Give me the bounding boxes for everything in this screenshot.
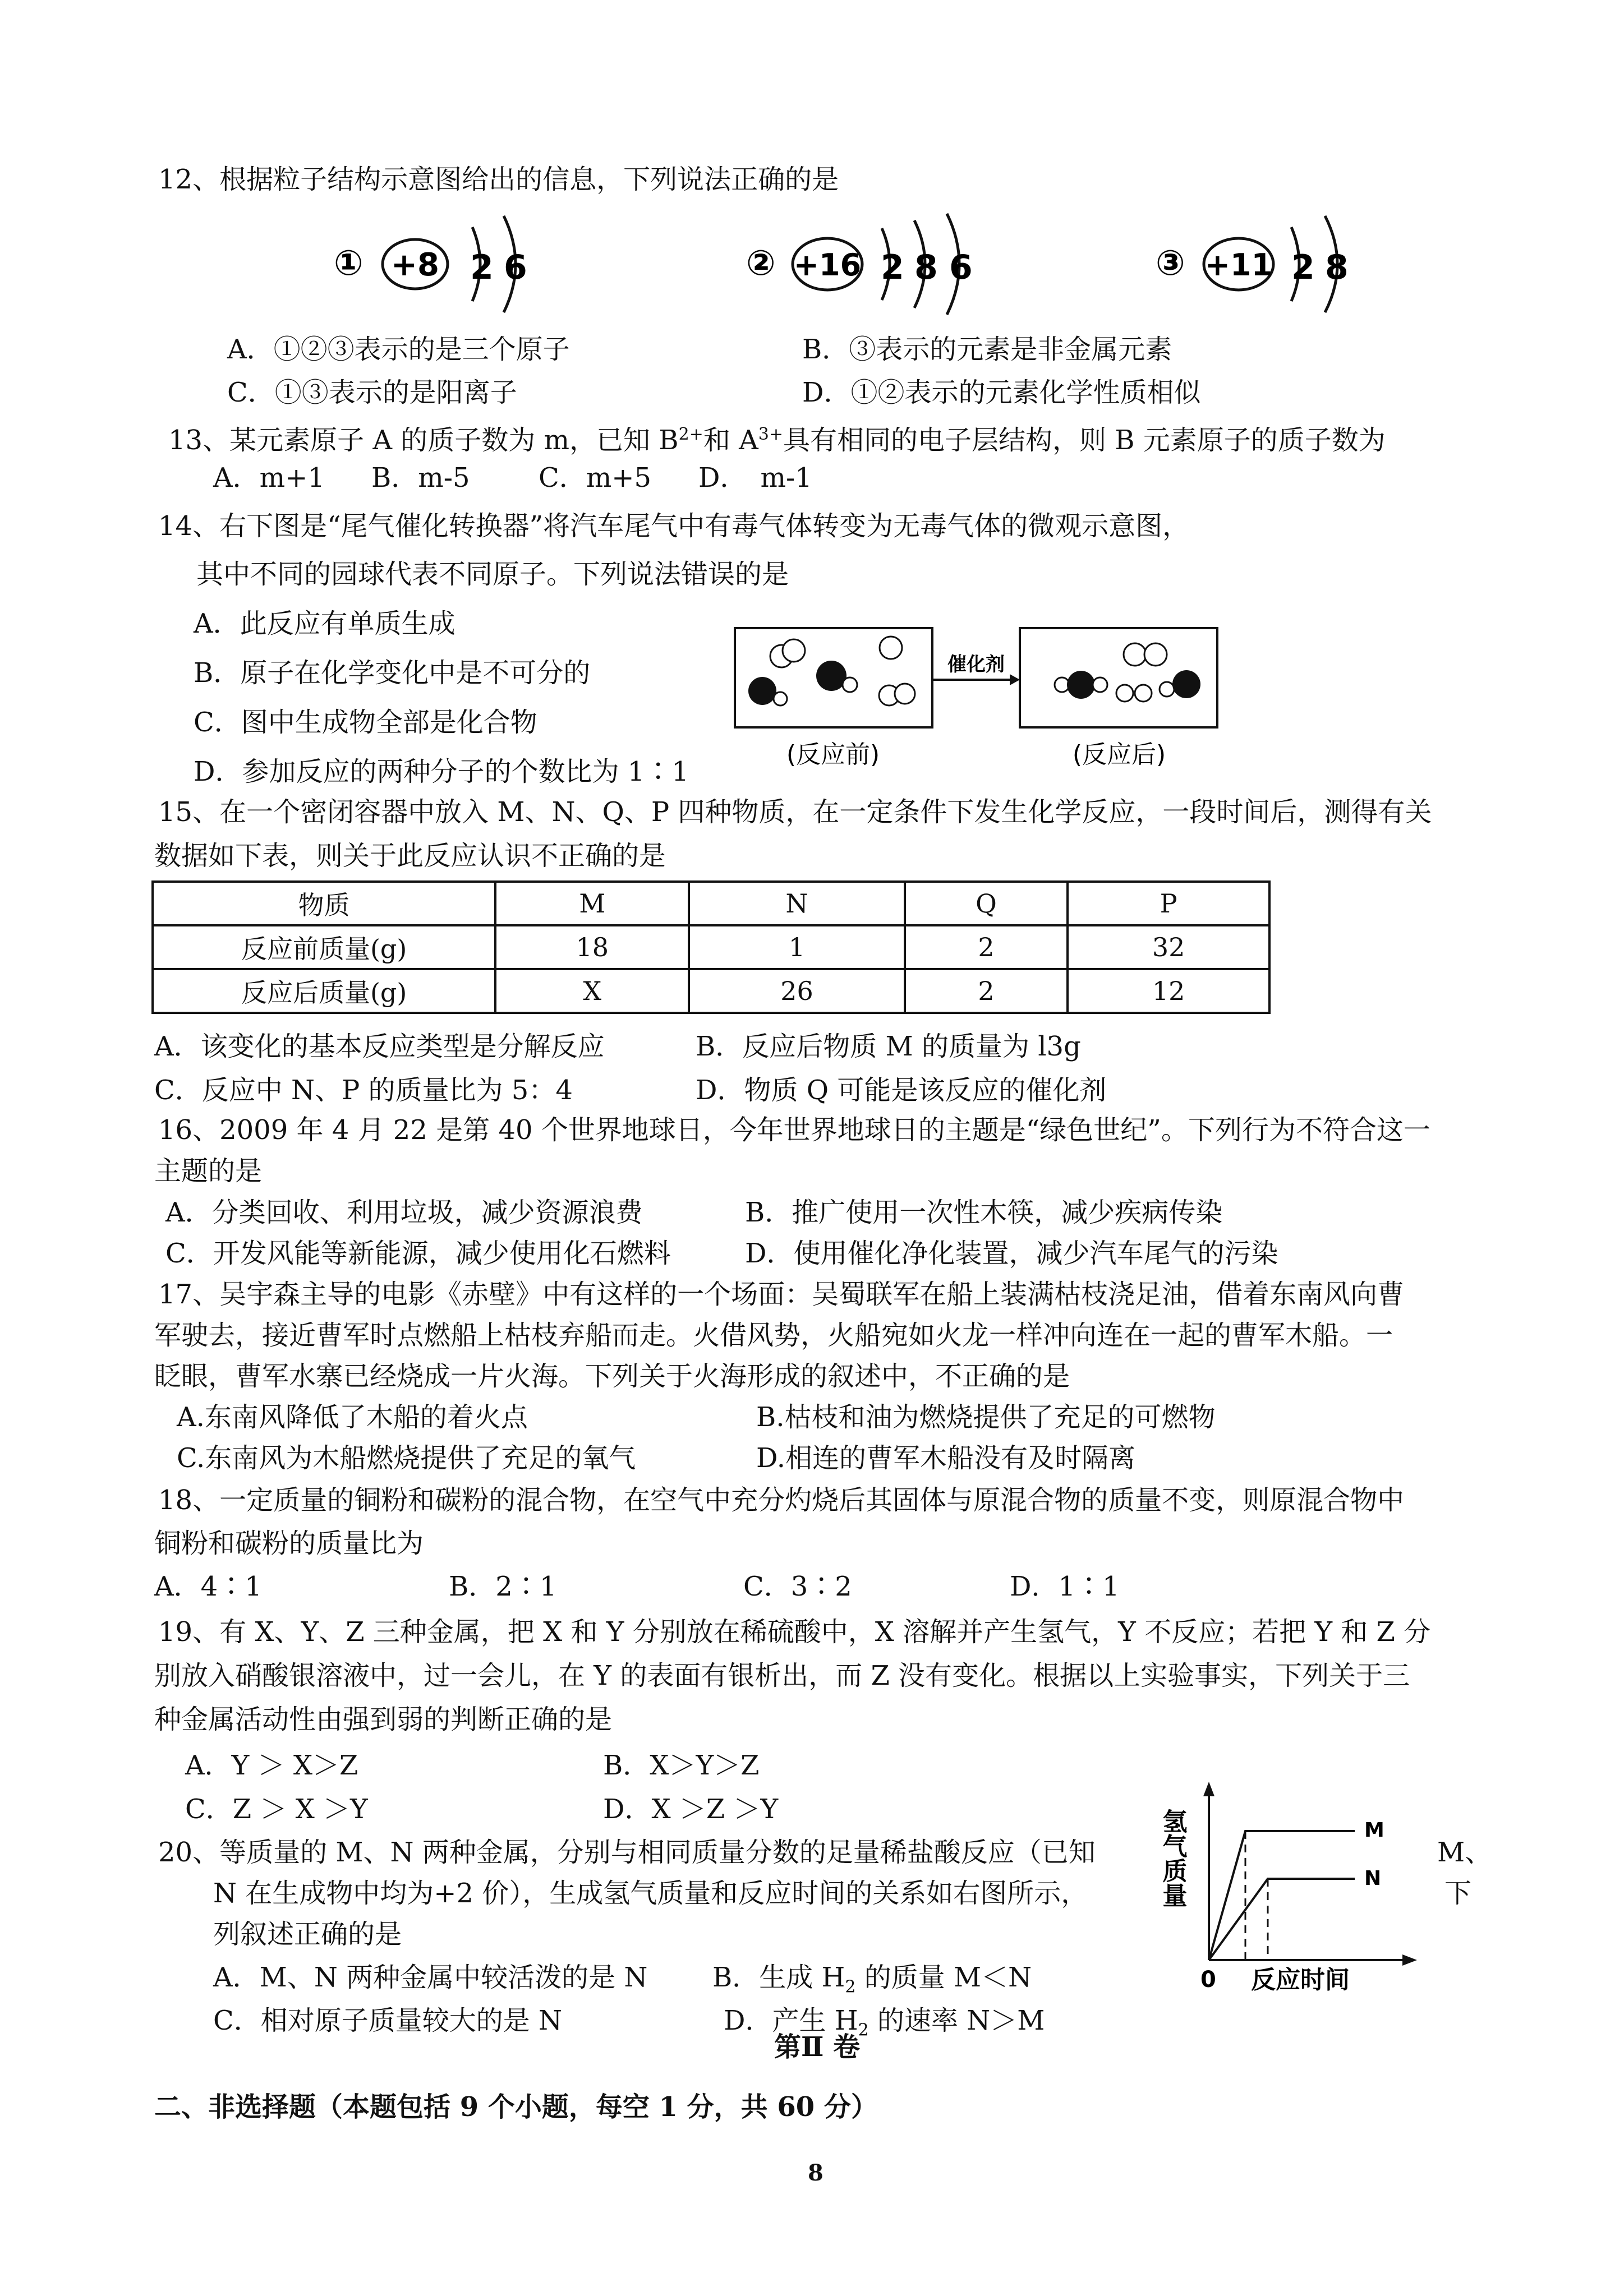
- q19-stem-line-3: 种金属活动性由强到弱的判断正确的是: [154, 1704, 613, 1735]
- q20-hydrogen-graph: [1156, 1775, 1425, 1999]
- table-row: [153, 925, 1269, 969]
- q12-option-c[interactable]: C．①③表示的是阳离子: [227, 377, 517, 408]
- y-axis-label: 氢气质量: [1158, 1809, 1187, 1907]
- series-m-label: M: [1364, 1819, 1384, 1842]
- q19-option-a[interactable]: A．Y ＞ X＞Z: [185, 1750, 358, 1781]
- q17-option-d[interactable]: D.相连的曹军木船没有及时隔离: [756, 1442, 1136, 1474]
- q19-option-c[interactable]: C．Z ＞ X ＞Y: [185, 1794, 368, 1825]
- page-number: 8: [808, 2160, 823, 2186]
- table-header: M: [495, 882, 689, 925]
- q12-option-b[interactable]: B．③表示的元素是非金属元素: [802, 334, 1172, 365]
- q18-option-d[interactable]: D．1∶1: [1010, 1571, 1120, 1602]
- table-header: Q: [905, 882, 1068, 925]
- table-row: [153, 882, 1269, 925]
- section-title: 第Ⅱ 卷: [774, 2031, 861, 2063]
- particle-3: [1156, 216, 1349, 312]
- particle-1-nucleus: +8: [391, 247, 439, 283]
- q13-option-a[interactable]: A．m+1: [213, 462, 325, 494]
- q15-stem-line-1: 15、在一个密闭容器中放入 M、N、Q、P 四种物质，在一定条件下发生化学反应，一段时间后，测得有关: [158, 796, 1432, 828]
- q15-option-d[interactable]: D．物质 Q 可能是该反应的催化剂: [696, 1075, 1107, 1106]
- q13-stem: 13、某元素原子 A 的质子数为 m，已知 $B^{2+}$和 $A^{3+}$具有相同的电子层结构，则 B 元素原子的质子数为: [168, 425, 1386, 456]
- particle-1: [334, 216, 527, 312]
- q14-stem-line-1: 14、右下图是“尾气催化转换器”将汽车尾气中有毒气体转变为无毒气体的微观示意图，: [158, 510, 1190, 542]
- particle-1-shell-1: 2: [470, 248, 494, 287]
- q13-option-c[interactable]: C．m+5: [539, 462, 652, 494]
- table-header: 物质: [153, 882, 495, 925]
- series-n-label: N: [1364, 1867, 1382, 1890]
- q16-option-c[interactable]: C．开发风能等新能源，减少使用化石燃料: [165, 1238, 671, 1269]
- table-cell: 18: [495, 925, 689, 969]
- origin-label: 0: [1200, 1967, 1216, 1993]
- q15-option-c[interactable]: C．反应中 N、P 的质量比为 5：4: [154, 1075, 573, 1106]
- q17-stem-line-3: 眨眼，曹军水寨已经烧成一片火海。下列关于火海形成的叙述中，不正确的是: [154, 1361, 1070, 1392]
- table-cell: 32: [1068, 925, 1269, 969]
- q14-reaction-diagram: [729, 623, 1234, 774]
- catalyst-label: 催化剂: [947, 653, 1005, 676]
- q18-option-c[interactable]: C．3∶2: [743, 1571, 852, 1602]
- particle-2-shell-2: 8: [914, 248, 938, 287]
- q20-stem-line-1-tail: M、: [1437, 1837, 1492, 1868]
- q12-option-d[interactable]: D．①②表示的元素化学性质相似: [802, 377, 1201, 408]
- q19-option-d[interactable]: D．X ＞Z ＞Y: [603, 1794, 779, 1825]
- particle-2-nucleus: +16: [793, 247, 862, 283]
- particle-3-nucleus: +11: [1204, 247, 1273, 283]
- particle-3-shell-2: 8: [1325, 248, 1349, 287]
- particle-2-shell-3: 6: [949, 248, 973, 287]
- q15-option-a[interactable]: A．该变化的基本反应类型是分解反应: [154, 1031, 605, 1062]
- q20-option-d[interactable]: D．产生 $H_2$ 的速率 N＞M: [724, 2005, 1045, 2040]
- q20-option-a[interactable]: A．M、N 两种金属中较活泼的是 N: [213, 1962, 648, 1993]
- particle-2-shell-1: 2: [881, 248, 904, 287]
- q12-particle-diagrams: [325, 210, 1391, 322]
- q20-stem-line-2: N 在生成物中均为+2 价），生成氢气质量和反应时间的关系如右图所示，: [213, 1878, 1088, 1909]
- q17-option-c[interactable]: C.东南风为木船燃烧提供了充足的氧气: [177, 1442, 636, 1474]
- q20-option-b[interactable]: B．生成 $H_2$ 的质量 M＜N: [712, 1962, 1032, 1997]
- q17-option-b[interactable]: B.枯枝和油为燃烧提供了充足的可燃物: [756, 1401, 1216, 1433]
- table-cell: 26: [689, 969, 904, 1013]
- q15-data-table: [151, 880, 1271, 1014]
- q15-option-b[interactable]: B．反应后物质 M 的质量为 l3g: [696, 1031, 1081, 1062]
- particle-1-marker: ①: [334, 242, 364, 283]
- q17-stem-line-2: 军驶去，接近曹军时点燃船上枯枝弃船而走。火借风势，火船宛如火龙一样冲向连在一起的曹军木船。一: [154, 1320, 1393, 1351]
- q17-stem-line-1: 17、吴宇森主导的电影《赤壁》中有这样的一个场面：吴蜀联军在船上装满枯枝浇足油，借着东南风向曹: [158, 1279, 1405, 1310]
- q20-stem-line-3: 列叙述正确的是: [213, 1919, 402, 1950]
- table-cell: 1: [689, 925, 904, 969]
- q19-stem-line-1: 19、有 X、Y、Z 三种金属，把 X 和 Y 分别放在稀硫酸中，X 溶解并产生氢气，Y 不反应；若把 Y 和 Z 分: [158, 1616, 1431, 1648]
- particle-3-shell-1: 2: [1291, 248, 1315, 287]
- q14-stem-line-2: 其中不同的园球代表不同原子。下列说法错误的是: [196, 559, 789, 590]
- q17-option-a[interactable]: A.东南风降低了木船的着火点: [177, 1401, 528, 1433]
- q14-option-d[interactable]: D．参加反应的两种分子的个数比为 1∶1: [194, 756, 689, 787]
- q20-stem-line-1: 20、等质量的 M、N 两种金属，分别与相同质量分数的足量稀盐酸反应（已知: [158, 1837, 1096, 1868]
- table-cell: 反应前质量(g): [153, 925, 495, 969]
- table-cell: 2: [905, 969, 1068, 1013]
- q14-option-c[interactable]: C．图中生成物全部是化合物: [194, 707, 537, 738]
- q19-option-b[interactable]: B．X＞Y＞Z: [603, 1750, 760, 1781]
- q14-option-b[interactable]: B．原子在化学变化中是不可分的: [194, 657, 591, 689]
- q19-stem-line-2: 别放入硝酸银溶液中，过一会儿，在 Y 的表面有银析出，而 Z 没有变化。根据以上实验事实，下列关于三: [154, 1660, 1410, 1691]
- q20-option-c[interactable]: C．相对原子质量较大的是 N: [213, 2005, 562, 2036]
- before-label: (反应前): [786, 740, 880, 769]
- x-axis-label: 反应时间: [1251, 1966, 1350, 1994]
- q13-option-b[interactable]: B．m-5: [371, 462, 470, 494]
- q18-option-b[interactable]: B．2∶1: [449, 1571, 557, 1602]
- q16-option-a[interactable]: A．分类回收、利用垃圾，减少资源浪费: [165, 1197, 643, 1228]
- q20-stem-line-2-tail: 下: [1444, 1878, 1472, 1909]
- table-header: P: [1068, 882, 1269, 925]
- q13-option-d[interactable]: D． m-1: [698, 462, 812, 494]
- table-cell: 12: [1068, 969, 1269, 1013]
- q18-stem-line-2: 铜粉和碳粉的质量比为: [154, 1528, 424, 1559]
- particle-2-marker: ②: [746, 242, 776, 283]
- table-cell: 反应后质量(g): [153, 969, 495, 1013]
- particle-2: [746, 214, 973, 315]
- q16-stem-line-1: 16、2009 年 4 月 22 是第 40 个世界地球日，今年世界地球日的主题是“绿色世纪”。下列行为不符合这一: [158, 1114, 1430, 1146]
- q14-option-a[interactable]: A．此反应有单质生成: [194, 608, 456, 639]
- q16-option-d[interactable]: D．使用催化净化装置，减少汽车尾气的污染: [745, 1238, 1278, 1269]
- q18-option-a[interactable]: A．4∶1: [154, 1571, 262, 1602]
- q16-stem-line-2: 主题的是: [154, 1155, 263, 1187]
- q12-stem: 12、根据粒子结构示意图给出的信息，下列说法正确的是: [158, 164, 839, 195]
- section-heading: 二、非选择题（本题包括 9 个小题，每空 1 分，共 60 分）: [154, 2091, 878, 2123]
- q15-stem-line-2: 数据如下表，则关于此反应认识不正确的是: [154, 840, 666, 872]
- table-cell: X: [495, 969, 689, 1013]
- after-label: (反应后): [1072, 740, 1166, 769]
- table-header: N: [689, 882, 904, 925]
- q16-option-b[interactable]: B．推广使用一次性木筷，减少疾病传染: [745, 1197, 1223, 1228]
- q12-option-a[interactable]: A．①②③表示的是三个原子: [227, 334, 570, 365]
- table-row: [153, 969, 1269, 1013]
- particle-3-marker: ③: [1156, 242, 1185, 283]
- q18-stem-line-1: 18、一定质量的铜粉和碳粉的混合物，在空气中充分灼烧后其固体与原混合物的质量不变，则原混合物中: [158, 1484, 1405, 1516]
- particle-1-shell-2: 6: [504, 248, 527, 287]
- table-cell: 2: [905, 925, 1068, 969]
